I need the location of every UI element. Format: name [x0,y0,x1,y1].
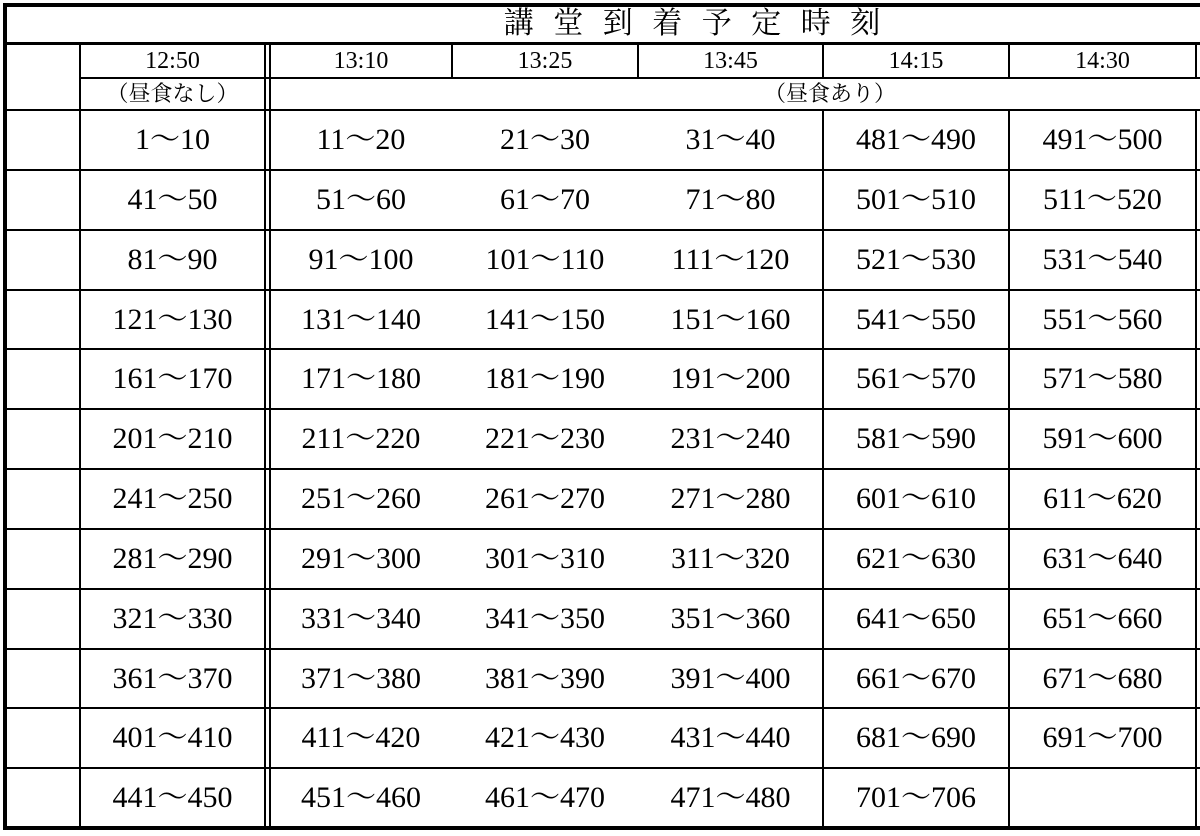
seat-range-cell: 71～80 [685,182,776,216]
seat-range-cell: 51～60 [316,182,406,216]
table-title: 講 堂 到 着 予 定 時 刻 [503,7,887,40]
seat-range-cell: 371～380 [301,661,421,695]
seat-range-cell: 581～590 [856,422,976,456]
seat-range-cell: 241～250 [112,482,233,515]
time-column-divider [1195,44,1197,78]
seat-range-cell: 11～20 [316,123,406,156]
seat-range-cell: 641～650 [856,601,976,635]
seat-range-cell: 401～410 [112,721,233,755]
seat-range-cell: 111～120 [671,242,790,276]
time-header-cell: 13:10 [333,48,389,74]
seat-range-cell: 381～390 [485,661,605,695]
seat-range-cell: 361～370 [112,661,233,695]
seat-range-cell: 671～680 [1042,661,1163,695]
with-lunch-subheader: （昼食あり） [763,81,896,106]
seat-range-cell: 601～610 [856,482,976,515]
seat-range-cell: 281～290 [112,541,233,575]
time-header-cell: 12:50 [145,48,200,74]
seat-range-cell: 571～580 [1042,362,1163,396]
time-header-divider [80,77,1200,79]
seat-range-cell: 221～230 [485,422,605,456]
seat-range-cell: 331～340 [301,601,421,635]
seat-range-cell: 101～110 [485,242,605,276]
seat-range-cell: 191～200 [670,362,791,396]
seat-range-cell: 131～140 [301,302,421,336]
seat-range-cell: 491～500 [1042,123,1163,156]
seat-range-cell: 541～550 [856,302,976,336]
seat-range-cell: 421～430 [485,721,605,755]
seat-range-cell: 321～330 [112,601,233,635]
seat-range-cell: 41～50 [127,182,218,216]
seat-range-cell: 21～30 [500,123,590,156]
seat-range-cell: 651～660 [1042,601,1163,635]
seat-range-cell: 141～150 [485,302,605,336]
seat-range-cell: 301～310 [485,541,605,575]
seat-range-cell: 451～460 [301,781,421,815]
table-border-left [3,3,7,830]
seat-range-cell: 411～420 [301,721,421,755]
seat-range-cell: 391～400 [670,661,791,695]
seat-range-cell: 531～540 [1042,242,1163,276]
seat-range-cell: 251～260 [301,482,421,515]
seat-range-cell: 501～510 [856,182,976,216]
seat-range-cell: 231～240 [670,422,791,456]
seat-range-cell: 661～670 [856,661,976,695]
seat-range-cell: 151～160 [670,302,791,336]
table-border-top [3,3,1200,7]
time-header-cell: 14:15 [888,48,944,74]
seat-range-cell: 91～100 [308,242,414,276]
lunch-double-divider [264,44,266,828]
seat-range-cell: 61～70 [500,182,590,216]
seat-range-cell: 261～270 [485,482,605,515]
seat-range-cell: 161～170 [112,362,233,396]
seat-range-cell: 121～130 [112,302,233,336]
seat-range-cell: 171～180 [301,362,421,396]
time-header-cell: 14:30 [1075,48,1130,74]
seat-range-cell: 551～560 [1042,302,1163,336]
time-header-cell: 13:45 [703,48,758,74]
seat-range-cell: 201～210 [112,422,233,456]
seat-range-cell: 511～520 [1043,182,1162,216]
seat-range-cell: 81～90 [127,242,218,276]
seat-range-cell: 311～320 [671,541,790,575]
seat-range-cell: 431～440 [670,721,791,755]
seat-range-cell: 341～350 [485,601,605,635]
seat-range-cell: 471～480 [670,781,791,815]
seat-range-cell: 351～360 [670,601,791,635]
seat-range-cell: 461～470 [485,781,605,815]
seat-range-cell: 631～640 [1042,541,1163,575]
seat-range-cell: 591～600 [1042,422,1163,456]
time-header-cell: 13:25 [517,48,573,74]
seat-range-cell: 181～190 [485,362,605,396]
seat-range-cell: 441～450 [112,781,233,815]
seat-range-cell: 561～570 [856,362,976,396]
seat-range-cell: 211～220 [301,422,421,456]
seat-range-cell: 681～690 [856,721,976,755]
seat-range-cell: 1～10 [135,123,210,156]
seat-range-cell: 31～40 [685,123,776,156]
seat-range-cell: 691～700 [1042,721,1163,755]
seat-range-cell: 611～620 [1043,482,1162,515]
no-lunch-subheader: （昼食なし） [106,81,239,106]
seat-range-cell: 481～490 [856,123,976,156]
seat-range-cell: 521～530 [856,242,976,276]
seat-range-cell: 701～706 [856,781,976,815]
seat-range-cell: 621～630 [856,541,976,575]
column-divider [1195,110,1197,828]
seat-range-cell: 271～280 [670,482,791,515]
seat-range-cell: 291～300 [301,541,421,575]
